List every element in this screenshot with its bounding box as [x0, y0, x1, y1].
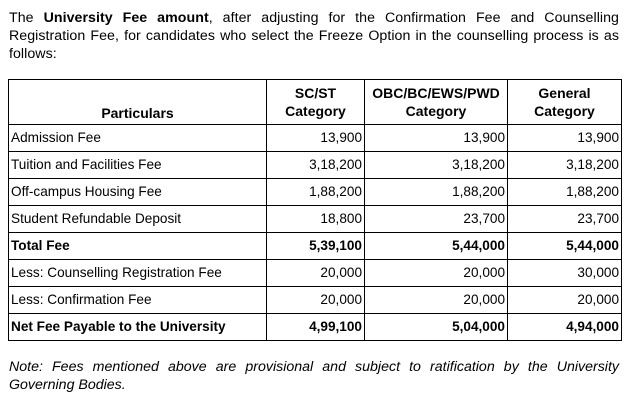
cell-scst: 13,900	[267, 125, 365, 152]
header-particulars	[9, 80, 267, 125]
fee-table	[8, 79, 622, 341]
cell-scst: 3,18,200	[267, 152, 365, 179]
cell-scst: 18,800	[267, 206, 365, 233]
cell-general: 23,700	[508, 206, 622, 233]
cell-general: 20,000	[508, 287, 622, 314]
table-row-total	[9, 233, 622, 260]
table-row	[9, 287, 622, 314]
header-general	[508, 80, 622, 125]
cell-obc: 23,700	[365, 206, 508, 233]
fee-table-body	[9, 125, 622, 341]
cell-obc: 20,000	[365, 287, 508, 314]
table-row	[9, 260, 622, 287]
cell-general: 30,000	[508, 260, 622, 287]
table-row	[9, 179, 622, 206]
row-label: Student Refundable Deposit	[9, 206, 267, 233]
cell-general: 5,44,000	[508, 233, 622, 260]
cell-obc: 5,44,000	[365, 233, 508, 260]
header-particulars-label: Particulars	[101, 105, 174, 121]
header-obc-line1: OBC/BC/EWS/PWD	[372, 85, 500, 101]
row-label: Tuition and Facilities Fee	[9, 152, 267, 179]
intro-text-after: , after adjusting for the Confirmation Fee and Counselling Registration Fee, for candidates who select the Freeze Option in the counselling process is as follows:	[9, 10, 619, 62]
cell-general: 3,18,200	[508, 152, 622, 179]
table-row-net-payable	[9, 314, 622, 341]
header-obc-line2: Category	[405, 103, 467, 119]
cell-obc: 13,900	[365, 125, 508, 152]
cell-scst: 5,39,100	[267, 233, 365, 260]
row-label: Less: Counselling Registration Fee	[9, 260, 267, 287]
header-obc	[365, 80, 508, 125]
cell-obc: 20,000	[365, 260, 508, 287]
header-scst-line1: SC/ST	[294, 85, 337, 101]
cell-general: 1,88,200	[508, 179, 622, 206]
cell-scst: 1,88,200	[267, 179, 365, 206]
cell-obc: 5,04,000	[365, 314, 508, 341]
cell-obc: 3,18,200	[365, 152, 508, 179]
row-label: Total Fee	[9, 233, 267, 260]
header-general-line1: General	[538, 85, 591, 101]
cell-general: 13,900	[508, 125, 622, 152]
header-scst-line2: Category	[285, 103, 346, 119]
intro-text-before: The	[9, 10, 44, 26]
fee-table-header	[9, 80, 622, 125]
header-row	[9, 80, 622, 125]
cell-scst: 4,99,100	[267, 314, 365, 341]
row-label: Off-campus Housing Fee	[9, 179, 267, 206]
cell-general: 4,94,000	[508, 314, 622, 341]
row-label: Net Fee Payable to the University	[9, 314, 267, 341]
table-row	[9, 125, 622, 152]
cell-scst: 20,000	[267, 287, 365, 314]
intro-paragraph	[9, 9, 619, 63]
header-general-line2: Category	[534, 103, 595, 119]
footnote: Note: Fees mentioned above are provisional and subject to ratification by the University Governing Bodies.	[9, 359, 619, 393]
cell-obc: 1,88,200	[365, 179, 508, 206]
header-scst	[267, 80, 365, 125]
table-row	[9, 206, 622, 233]
table-row	[9, 152, 622, 179]
row-label: Admission Fee	[9, 125, 267, 152]
row-label: Less: Confirmation Fee	[9, 287, 267, 314]
cell-scst: 20,000	[267, 260, 365, 287]
intro-emphasis: University Fee amount	[43, 10, 209, 26]
